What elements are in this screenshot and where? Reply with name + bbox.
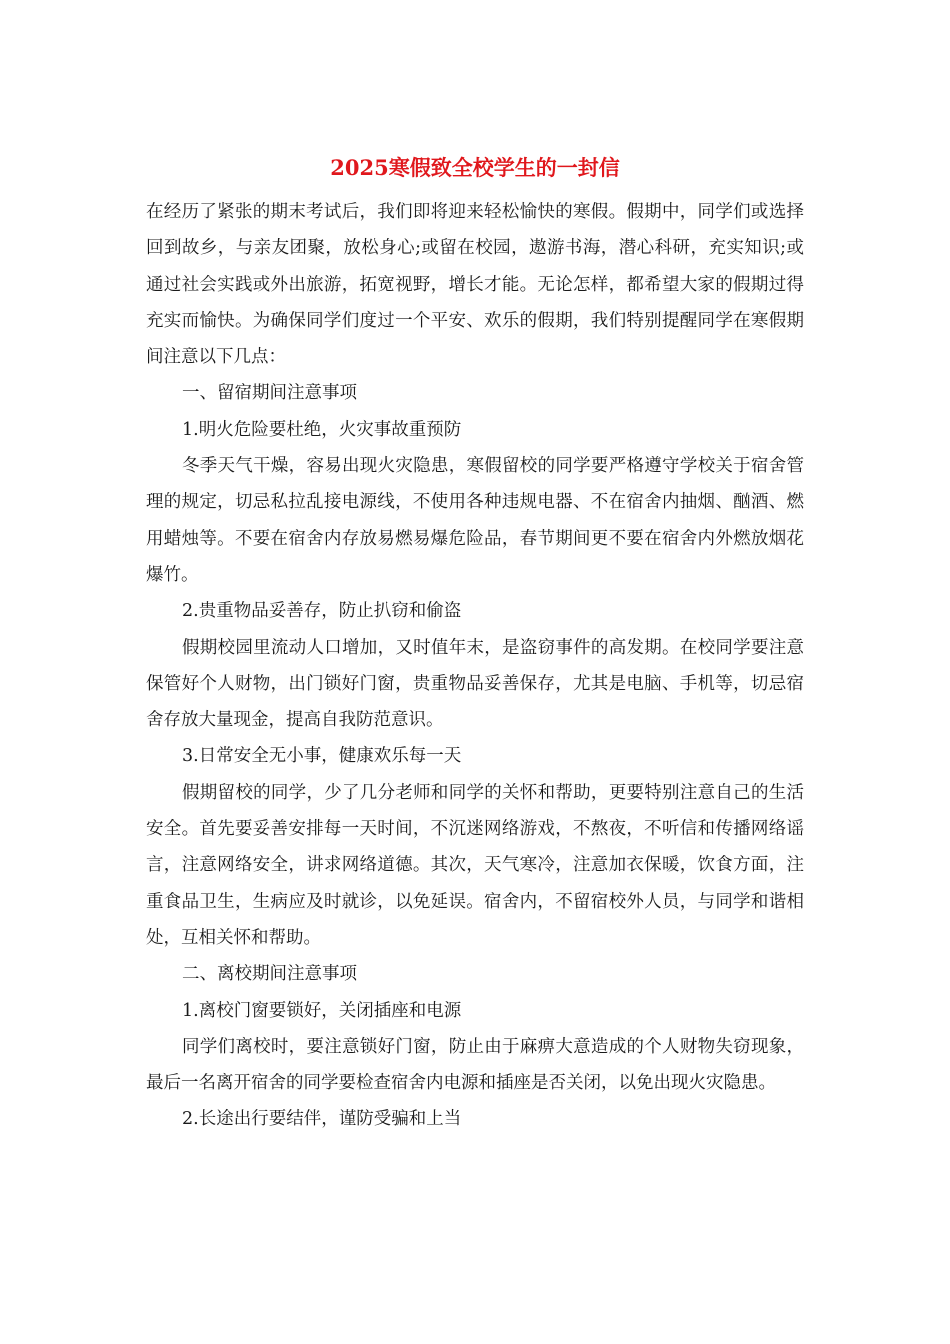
paragraph-daily-safety: 假期留校的同学，少了几分老师和同学的关怀和帮助，更要特别注意自己的生活安全。首先要妥善安排每一天时间，不沉迷网络游戏，不熬夜，不听信和传播网络谣言，注意网络安全，讲求网络道德。其次，天气寒冷，注意加衣保暖，饮食方面，注重食品卫生，生病应及时就诊，以免延误。宿舍内，不留宿校外人员，与同学和谐相处，互相关怀和帮助。 bbox=[146, 782, 804, 948]
subheading-lock-doors: 1.离校门窗要锁好，关闭插座和电源 bbox=[182, 1000, 462, 1021]
section-heading-stay: 一、留宿期间注意事项 bbox=[182, 383, 357, 404]
subheading-valuables: 2.贵重物品妥善存，防止扒窃和偷盗 bbox=[182, 601, 462, 622]
subheading-travel: 2.长途出行要结伴，谨防受骗和上当 bbox=[182, 1109, 462, 1130]
paragraph-lock-doors: 同学们离校时，要注意锁好门窗，防止由于麻痹大意造成的个人财物失窃现象，最后一名离开宿舍的同学要检查宿舍内电源和插座是否关闭，以免出现火灾隐患。 bbox=[146, 1036, 804, 1094]
paragraph-intro: 在经历了紧张的期末考试后，我们即将迎来轻松愉快的寒假。假期中，同学们或选择回到故乡，与亲友团聚，放松身心;或留在校园，遨游书海，潜心科研，充实知识;或通过社会实践或外出旅游，拓宽视野，增长才能。无论怎样，都希望大家的假期过得充实而愉快。为确保同学们度过一个平安、欢乐的假期，我们特别提醒同学在寒假期间注意以下几点： bbox=[146, 202, 804, 368]
document-body bbox=[146, 194, 804, 1138]
section-heading-leaving: 二、离校期间注意事项 bbox=[182, 964, 357, 985]
subheading-fire-safety: 1.明火危险要杜绝，火灾事故重预防 bbox=[182, 419, 462, 440]
paragraph-fire-safety: 冬季天气干燥，容易出现火灾隐患，寒假留校的同学要严格遵守学校关于宿舍管理的规定，切忌私拉乱接电源线，不使用各种违规电器、不在宿舍内抽烟、酗酒、燃用蜡烛等。不要在宿舍内存放易燃易爆危险品，春节期间更不要在宿舍内外燃放烟花爆竹。 bbox=[146, 456, 804, 585]
paragraph-valuables: 假期校园里流动人口增加，又时值年末，是盗窃事件的高发期。在校同学要注意保管好个人财物，出门锁好门窗，贵重物品妥善保存，尤其是电脑、手机等，切忌宿舍存放大量现金，提高自我防范意识。 bbox=[146, 637, 804, 731]
subheading-daily-safety: 3.日常安全无小事，健康欢乐每一天 bbox=[182, 746, 462, 767]
document-title: 2025寒假致全校学生的一封信 bbox=[330, 155, 620, 180]
